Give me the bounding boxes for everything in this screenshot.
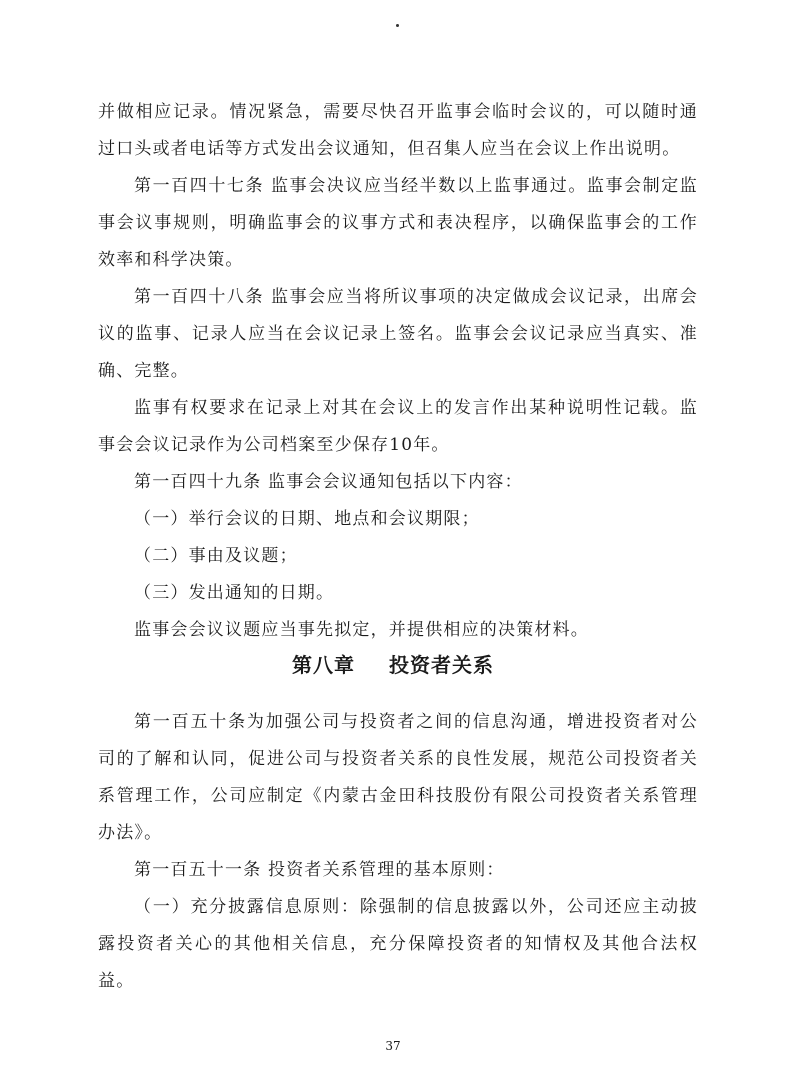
- list-item-1: （一）举行会议的日期、地点和会议期限；: [134, 509, 480, 529]
- article-148: 第一百四十八条 监事会应当将所议事项的决定做成会议记录，出席会议的监事、记录人应当在会议记录上签名。监事会会议记录应当真实、准确、完整。: [98, 287, 698, 381]
- chapter-title: 投资者关系: [389, 653, 494, 677]
- principle-1: （一）充分披露信息原则：除强制的信息披露以外，公司还应主动披露投资者关心的其他相关信息，充分保障投资者的知情权及其他合法权益。: [98, 897, 698, 991]
- scan-speck: [396, 24, 399, 27]
- article-149: 第一百四十九条 监事会会议通知包括以下内容：: [134, 472, 523, 492]
- chapter-number: 第八章: [292, 653, 355, 677]
- page-number: 37: [385, 1039, 401, 1053]
- list-item-2: （二）事由及议题；: [134, 546, 298, 566]
- article-147: 第一百四十七条 监事会决议应当经半数以上监事通过。监事会制定监事会议事规则，明确监事会的议事方式和表决程序，以确保监事会的工作效率和科学决策。: [98, 176, 698, 270]
- paragraph-agenda: 监事会会议议题应当事先拟定，并提供相应的决策材料。: [134, 620, 589, 640]
- paragraph-continuation: 并做相应记录。情况紧急，需要尽快召开监事会临时会议的，可以随时通过口头或者电话等方式发出会议通知，但召集人应当在会议上作出说明。: [98, 102, 698, 159]
- chapter-heading: [0, 649, 786, 678]
- article-151: 第一百五十一条 投资者关系管理的基本原则：: [134, 860, 505, 880]
- paragraph-record-note: 监事有权要求在记录上对其在会议上的发言作出某种说明性记载。监事会会议记录作为公司档案至少保存10年。: [98, 398, 698, 455]
- list-item-3: （三）发出通知的日期。: [134, 583, 335, 603]
- article-150: 第一百五十条为加强公司与投资者之间的信息沟通，增进投资者对公司的了解和认同，促进公司与投资者关系的良性发展，规范公司投资者关系管理工作，公司应制定《内蒙古金田科技股份有限公司投资者关系管理办法》。: [98, 712, 698, 843]
